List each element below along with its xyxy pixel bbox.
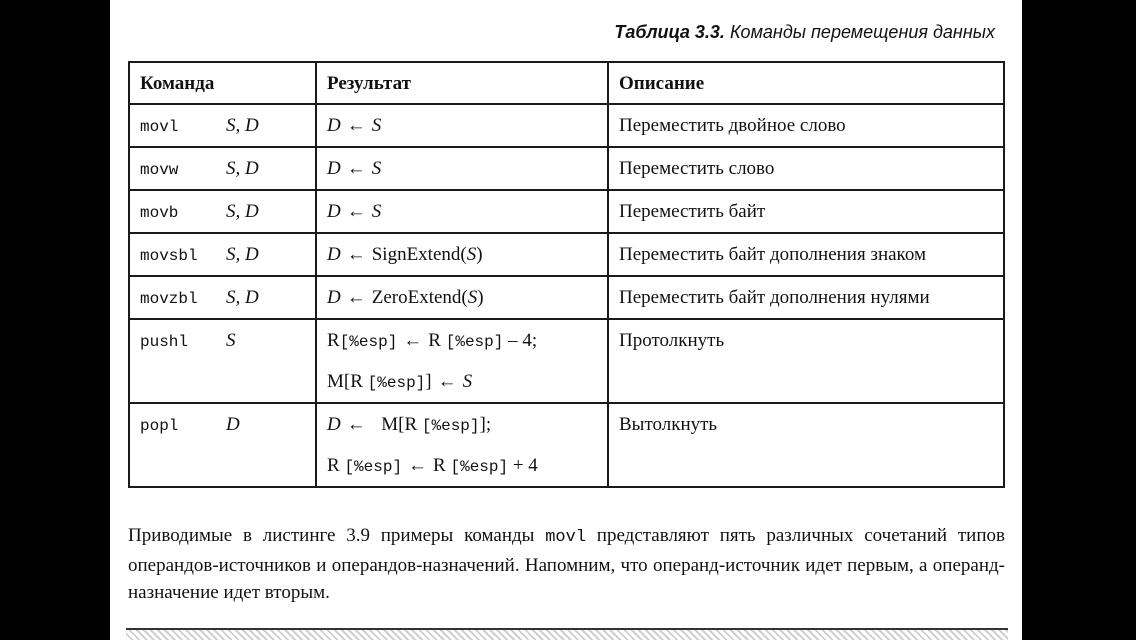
- result-segment: ←: [346, 158, 366, 179]
- inline-code: movl: [545, 528, 587, 547]
- result-segment: R: [327, 330, 340, 351]
- data-move-table: [128, 61, 1005, 488]
- result-line: [327, 445, 597, 486]
- cell-command: [129, 147, 316, 190]
- result-segment: [%esp]: [445, 333, 504, 351]
- result-segment: + 4: [508, 455, 538, 476]
- cell-command: [129, 319, 316, 403]
- result-line: [327, 148, 597, 189]
- result-segment: R: [433, 455, 451, 476]
- cell-description: [608, 276, 1004, 319]
- description-text: Переместить байт: [619, 201, 766, 222]
- cell-result: [316, 319, 608, 403]
- result-segment: R: [428, 330, 446, 351]
- result-line: [327, 361, 597, 402]
- paragraph-text: [128, 522, 1005, 607]
- command-line: [140, 105, 305, 146]
- table-row: [129, 276, 1004, 319]
- cell-result: [316, 276, 608, 319]
- cell-command: [129, 276, 316, 319]
- cell-result: [316, 147, 608, 190]
- command-operands: S, D: [226, 201, 259, 222]
- result-segment: [%esp]: [339, 333, 398, 351]
- result-segment: ←: [346, 115, 366, 136]
- result-segment: ←: [346, 201, 366, 222]
- result-segment: S: [371, 115, 382, 136]
- result-segment: M[R: [327, 371, 368, 392]
- result-line: [327, 320, 597, 361]
- paragraph-text-before: Приводимые в листинге 3.9 примеры команды: [128, 525, 546, 546]
- cell-result: [316, 190, 608, 233]
- result-segment: D: [327, 244, 341, 265]
- result-segment: D: [327, 158, 341, 179]
- cell-description: [608, 233, 1004, 276]
- result-segment: ←: [437, 371, 457, 392]
- page-bottom-frame: [126, 628, 1008, 640]
- result-segment: S: [467, 287, 478, 308]
- command-line: [140, 404, 305, 445]
- table-header-row: [129, 62, 1004, 104]
- cell-result: [316, 233, 608, 276]
- command-mnemonic: popl: [140, 417, 179, 435]
- table-row: [129, 319, 1004, 403]
- result-segment: S: [466, 244, 477, 265]
- cell-command: [129, 104, 316, 147]
- table-number: Таблица 3.3.: [614, 22, 725, 42]
- command-line: [140, 277, 305, 318]
- table-body: [129, 104, 1004, 487]
- result-line: [327, 404, 597, 445]
- result-line: [327, 105, 597, 146]
- header-result: Результат: [316, 62, 608, 104]
- result-segment: ←: [408, 455, 428, 476]
- result-segment: S: [371, 201, 382, 222]
- cell-description: [608, 190, 1004, 233]
- result-segment: [%esp]: [344, 458, 403, 476]
- table-row: [129, 147, 1004, 190]
- command-operands: D: [226, 414, 240, 435]
- header-description: Описание: [608, 62, 1004, 104]
- result-segment: [%esp]: [450, 458, 509, 476]
- description-text: Вытолкнуть: [619, 414, 718, 435]
- cell-result: [316, 104, 608, 147]
- result-segment: [%esp]: [421, 417, 480, 435]
- table-row: [129, 233, 1004, 276]
- description-text: Переместить байт дополнения знаком: [619, 244, 926, 265]
- result-segment: D: [327, 287, 341, 308]
- description-text: Протолкнуть: [619, 330, 725, 351]
- result-segment: ←: [346, 414, 366, 435]
- table-title: Команды перемещения данных: [729, 22, 995, 42]
- cell-description: [608, 147, 1004, 190]
- command-mnemonic: movsbl: [140, 247, 198, 265]
- command-mnemonic: movl: [140, 118, 179, 136]
- command-line: [140, 234, 305, 275]
- result-segment: ←: [346, 244, 366, 265]
- description-text: Переместить двойное слово: [619, 115, 846, 136]
- cell-command: [129, 403, 316, 487]
- result-line: [327, 277, 597, 318]
- cell-description: [608, 319, 1004, 403]
- command-operands: S: [226, 330, 236, 351]
- table-row: [129, 403, 1004, 487]
- command-operands: S, D: [226, 287, 259, 308]
- command-operands: S, D: [226, 244, 259, 265]
- cell-result: [316, 403, 608, 487]
- command-mnemonic: movzbl: [140, 290, 198, 308]
- command-operands: S, D: [226, 158, 259, 179]
- description-text: Переместить байт дополнения нулями: [619, 287, 930, 308]
- command-line: [140, 191, 305, 232]
- command-mnemonic: movb: [140, 204, 179, 222]
- body-paragraph: [128, 522, 1005, 607]
- cell-command: [129, 190, 316, 233]
- result-segment: ): [476, 244, 483, 265]
- cell-command: [129, 233, 316, 276]
- command-line: [140, 148, 305, 189]
- result-segment: [%esp]: [367, 374, 426, 392]
- result-segment: ): [477, 287, 484, 308]
- table-row: [129, 104, 1004, 147]
- command-line: [140, 320, 305, 361]
- result-segment: D: [327, 201, 341, 222]
- result-segment: R: [327, 455, 345, 476]
- result-segment: ]: [425, 371, 432, 392]
- result-segment: ];: [479, 414, 492, 435]
- result-segment: D: [327, 115, 341, 136]
- result-segment: ←: [346, 287, 366, 308]
- book-page: [110, 0, 1022, 640]
- table-caption: [614, 22, 995, 43]
- result-segment: SignExtend(: [371, 244, 467, 265]
- result-segment: ZeroExtend(: [371, 287, 468, 308]
- result-segment: D: [327, 414, 341, 435]
- result-segment: – 4;: [503, 330, 538, 351]
- cell-description: [608, 403, 1004, 487]
- result-segment: M[R: [371, 414, 422, 435]
- result-segment: S: [371, 158, 382, 179]
- paragraph-text-after: представляют пять различных сочетаний типов операндов-источников и операндов-назначений. Напомним, что операнд-источник идет первым, а операнд-назначение идет вторым.: [128, 525, 1005, 603]
- command-mnemonic: pushl: [140, 333, 189, 351]
- command-operands: S, D: [226, 115, 259, 136]
- description-text: Переместить слово: [619, 158, 775, 179]
- command-mnemonic: movw: [140, 161, 179, 179]
- cell-description: [608, 104, 1004, 147]
- header-command: Команда: [129, 62, 316, 104]
- result-segment: S: [462, 371, 473, 392]
- result-line: [327, 234, 597, 275]
- result-line: [327, 191, 597, 232]
- table-row: [129, 190, 1004, 233]
- result-segment: ←: [403, 330, 423, 351]
